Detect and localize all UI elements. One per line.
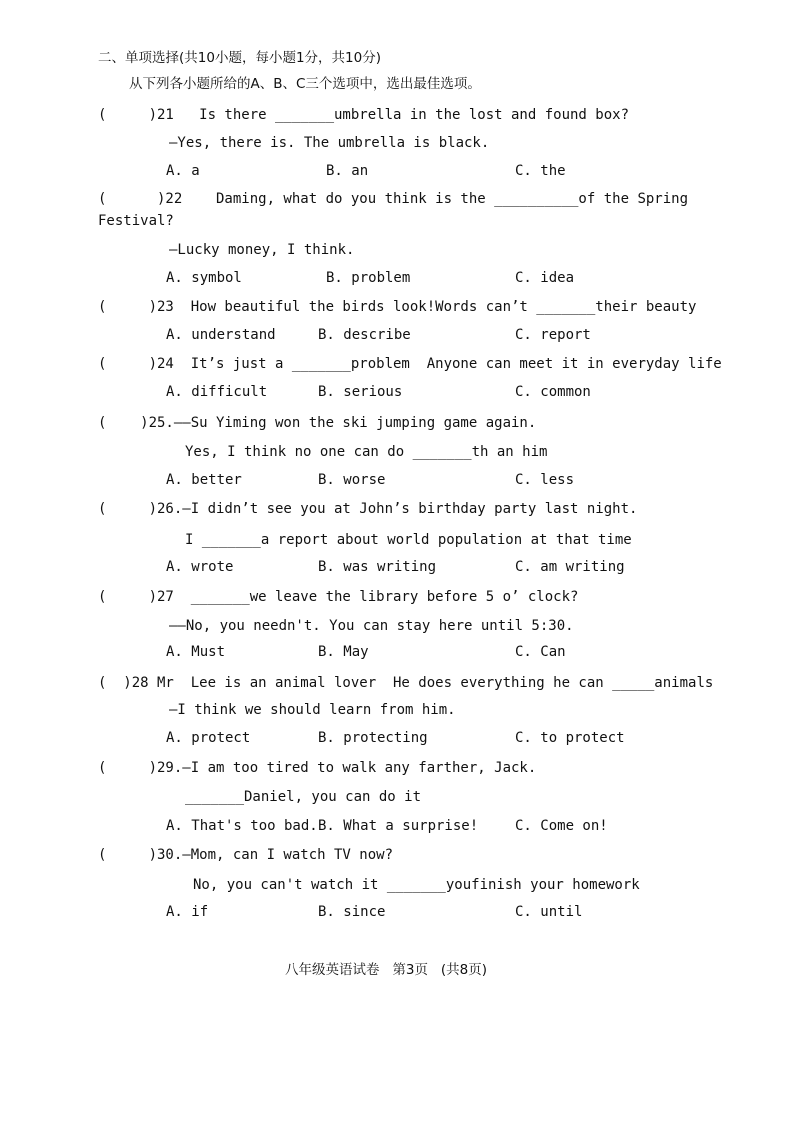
question-response: I _______a report about world population at that time — [185, 532, 632, 548]
question-stem: ( )24 It’s just a _______problem Anyone can meet it in everyday life — [98, 356, 722, 372]
question-stem: ( )29.—I am too tired to walk any farther, Jack. — [98, 760, 537, 776]
option-c: C. the — [515, 163, 566, 179]
question-stem: ( )21 Is there _______umbrella in the lost and found box? — [98, 107, 630, 123]
option-a: A. understand — [166, 327, 276, 343]
question-response: Yes, I think no one can do _______th an him — [185, 444, 548, 460]
option-a: A. a — [166, 163, 200, 179]
option-b: B. describe — [318, 327, 411, 343]
option-a: A. better — [166, 472, 242, 488]
question-stem: ( )25.——Su Yiming won the ski jumping game again. — [98, 415, 537, 431]
option-b: B. What a surprise! — [318, 818, 479, 834]
question-stem: ( )26.—I didn’t see you at John’s birthday party last night. — [98, 501, 638, 517]
section-instruction: 从下列各小题所给的A、B、C三个选项中，选出最佳选项。 — [129, 76, 481, 92]
question-response: No, you can't watch it _______youfinish your homework — [193, 877, 640, 893]
question-response: _______Daniel, you can do it — [185, 789, 422, 805]
option-a: A. Must — [166, 644, 226, 660]
option-b: B. was writing — [318, 559, 437, 575]
option-a: A. if — [166, 904, 209, 920]
option-c: C. am writing — [515, 559, 625, 575]
option-b: B. problem — [326, 270, 411, 286]
question-stem: ( )22 Daming, what do you think is the __________of the Spring — [98, 191, 689, 207]
question-stem: ( )27 _______we leave the library before 5 o’ clock? — [98, 589, 579, 605]
option-a: A. wrote — [166, 559, 234, 575]
question-response: —I think we should learn from him. — [169, 702, 456, 718]
option-c: C. Come on! — [515, 818, 608, 834]
question-response: —Yes, there is. The umbrella is black. — [169, 135, 490, 151]
option-b: B. an — [326, 163, 369, 179]
option-b: B. worse — [318, 472, 386, 488]
option-a: A. symbol — [166, 270, 242, 286]
option-c: C. Can — [515, 644, 566, 660]
section-title: 二、单项选择(共10小题，每小题1分，共10分) — [98, 50, 381, 66]
option-b: B. May — [318, 644, 369, 660]
question-stem: ( )30.—Mom, can I watch TV now? — [98, 847, 394, 863]
option-b: B. since — [318, 904, 386, 920]
option-b: B. protecting — [318, 730, 428, 746]
option-c: C. until — [515, 904, 583, 920]
question-stem: ( )23 How beautiful the birds look!Words can’t _______their beauty — [98, 299, 697, 315]
question-response: ——No, you needn't. You can stay here until 5:30. — [169, 618, 574, 634]
question-stem: ( )28 Mr Lee is an animal lover He does everything he can _____animals — [98, 675, 714, 691]
option-a: A. protect — [166, 730, 251, 746]
option-c: C. less — [515, 472, 575, 488]
option-b: B. serious — [318, 384, 403, 400]
page-footer: 八年级英语试卷 第3页 (共8页) — [285, 962, 487, 978]
question-stem-continued: Festival? — [98, 213, 174, 229]
option-c: C. common — [515, 384, 591, 400]
question-response: —Lucky money, I think. — [169, 242, 355, 258]
option-c: C. idea — [515, 270, 575, 286]
option-a: A. difficult — [166, 384, 268, 400]
option-a: A. That's too bad. — [166, 818, 318, 834]
option-c: C. report — [515, 327, 591, 343]
option-c: C. to protect — [515, 730, 625, 746]
